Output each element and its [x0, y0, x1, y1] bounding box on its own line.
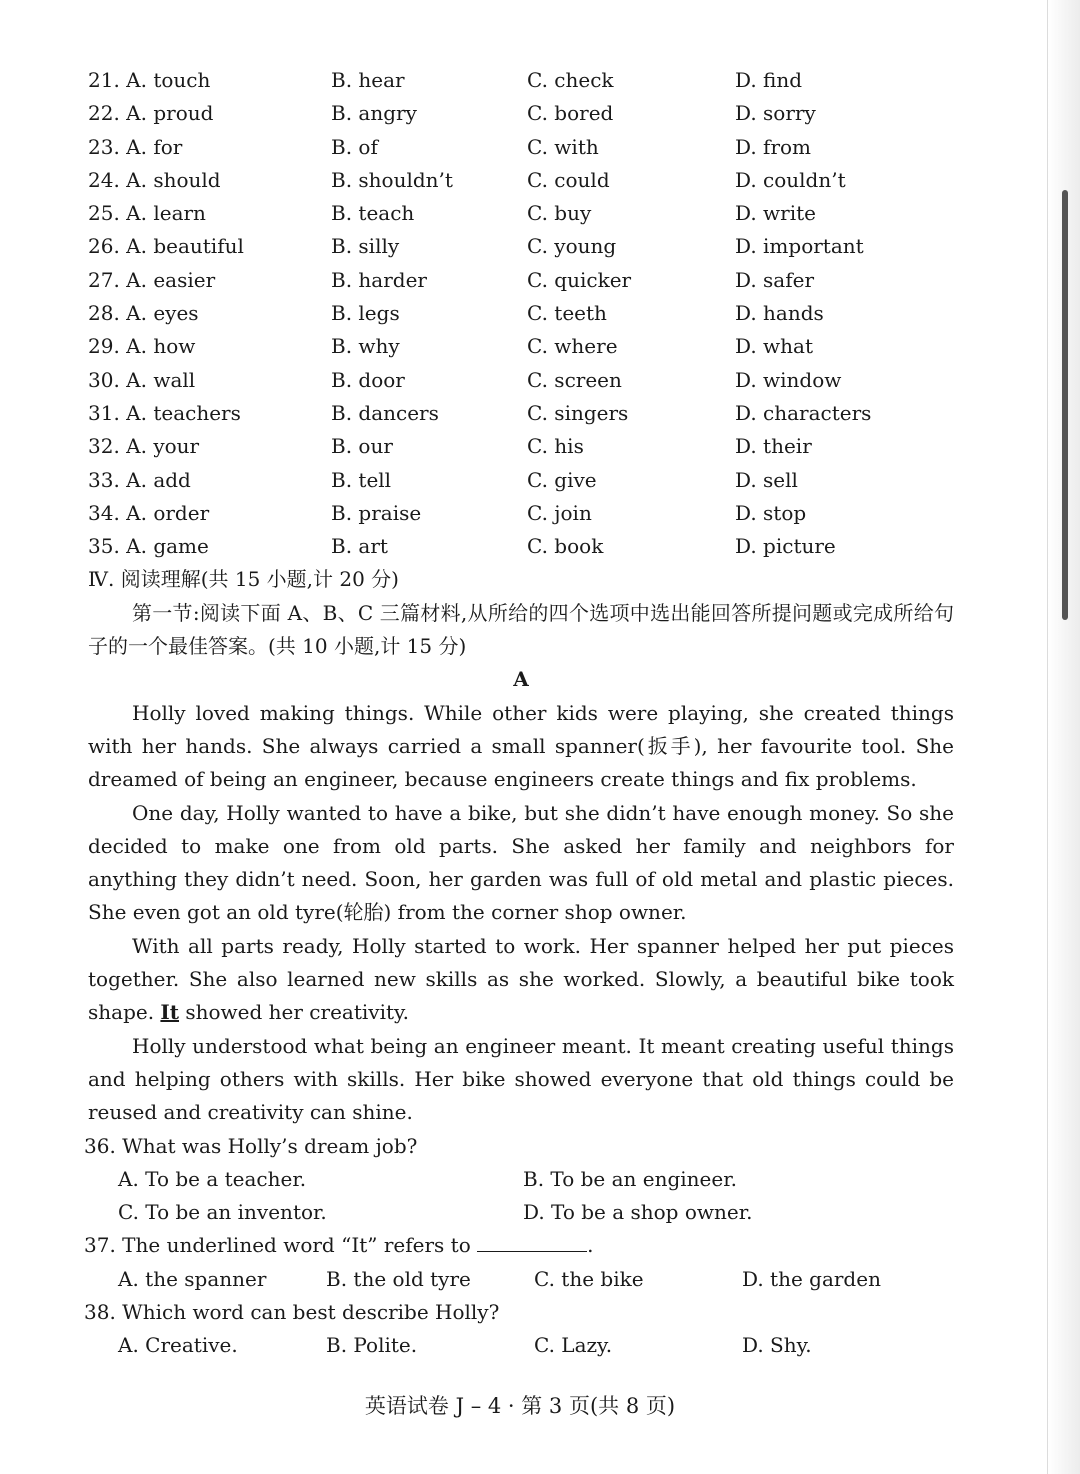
paragraph-text: showed her creativity. — [179, 1000, 409, 1025]
option-row — [88, 131, 954, 164]
option-row — [88, 497, 954, 530]
question-stem: 36. What was Holly’s dream job? — [84, 1133, 418, 1158]
option-c: C. could — [527, 167, 610, 192]
question-number: 29. — [88, 334, 120, 359]
option-text: A. how — [126, 334, 196, 359]
option-row — [88, 330, 954, 363]
option-b: B. shouldn’t — [331, 167, 453, 192]
option-a — [88, 64, 331, 97]
option-d: D. important — [735, 234, 864, 259]
option-a — [88, 297, 331, 330]
option-text: A. order — [126, 500, 210, 525]
option-d: D. sorry — [735, 101, 816, 126]
option-b: B. hear — [331, 68, 405, 92]
question-text: . — [587, 1233, 594, 1258]
option-text: A. teachers — [126, 400, 241, 425]
option-d: D. picture — [735, 534, 836, 559]
option-c: C. give — [527, 467, 597, 492]
option-b: B. art — [331, 534, 388, 559]
option-a — [88, 131, 331, 164]
option-row — [88, 464, 954, 497]
answer-blank — [477, 1231, 587, 1252]
option-row — [88, 530, 954, 563]
question-stem: 38. Which word can best describe Holly? — [84, 1299, 500, 1324]
question-number: 21. — [88, 68, 120, 92]
question-number: 24. — [88, 167, 120, 192]
question-number: 33. — [88, 467, 120, 492]
option-text: A. touch — [126, 68, 211, 92]
option-c: C. singers — [527, 400, 629, 425]
choice-a: A. Creative. — [118, 1333, 238, 1358]
option-a — [88, 264, 331, 297]
option-row — [88, 64, 954, 97]
question-number: 35. — [88, 534, 120, 559]
part-instructions: 第一节:阅读下面 A、B、C 三篇材料,从所给的四个选项中选出能回答所提问题或完成所给句子的一个最佳答案。(共 10 小题,计 15 分) — [88, 600, 954, 659]
option-a — [88, 330, 331, 363]
paragraph: Holly loved making things. While other kids were playing, she created things with her hands. She always carried a small spanner(扳手), her favourite tool. She dreamed of being an engineer, because engineers create things and fix problems. — [88, 700, 954, 792]
option-b: B. harder — [331, 267, 427, 292]
option-d: D. sell — [735, 467, 798, 492]
option-d: D. their — [735, 434, 812, 459]
section-title: Ⅳ. 阅读理解(共 15 小题,计 20 分) — [88, 567, 399, 592]
choice-d: D. the garden — [742, 1266, 881, 1291]
cloze-options — [88, 64, 954, 563]
option-row — [88, 164, 954, 197]
option-row — [88, 364, 954, 397]
question-number: 32. — [88, 434, 120, 459]
option-row — [88, 397, 954, 430]
option-row — [88, 264, 954, 297]
option-text: A. add — [126, 467, 191, 492]
option-d: D. stop — [735, 500, 807, 525]
choice-c: C. the bike — [534, 1266, 644, 1291]
paragraph: Holly understood what being an engineer meant. It meant creating useful things and helping others with skills. Her bike showed everyone that old things could be reused and creativity can shine. — [88, 1033, 954, 1125]
option-row — [88, 430, 954, 463]
choice-b: B. To be an engineer. — [523, 1166, 737, 1191]
paragraph: One day, Holly wanted to have a bike, but she didn’t have enough money. So she decided to make one from old parts. She asked her family and neighbors for anything they didn’t need. Soon, her garden was full of old metal and plastic pieces. She even got an old tyre(轮胎) from the corner shop owner. — [88, 800, 954, 925]
option-row — [88, 297, 954, 330]
option-row — [88, 230, 954, 263]
option-c: C. young — [527, 234, 617, 259]
option-b: B. angry — [331, 101, 417, 126]
choice-d: D. To be a shop owner. — [523, 1200, 753, 1225]
option-c: C. with — [527, 134, 599, 159]
option-d: D. find — [735, 68, 803, 92]
option-b: B. why — [331, 334, 400, 359]
option-text: A. proud — [126, 101, 214, 126]
option-d: D. hands — [735, 301, 824, 326]
option-a — [88, 197, 331, 230]
option-text: A. beautiful — [126, 234, 244, 259]
question-text: 37. The underlined word “It” refers to — [84, 1233, 478, 1258]
choice-a: A. To be a teacher. — [118, 1166, 307, 1191]
option-text: A. eyes — [126, 301, 199, 326]
question-choices — [118, 1163, 954, 1230]
option-a — [88, 530, 331, 563]
page-footer: 英语试卷 J – 4 · 第 3 页(共 8 页) — [364, 1394, 676, 1418]
option-text: A. wall — [126, 367, 196, 392]
option-a — [88, 397, 331, 430]
option-c: C. book — [527, 534, 604, 559]
underlined-word: It — [160, 1000, 180, 1025]
option-b: B. teach — [331, 201, 415, 226]
option-b: B. of — [331, 134, 378, 159]
option-a — [88, 364, 331, 397]
option-b: B. door — [331, 367, 405, 392]
option-b: B. dancers — [331, 400, 439, 425]
option-d: D. what — [735, 334, 813, 359]
option-d: D. write — [735, 201, 816, 226]
option-d: D. window — [735, 367, 842, 392]
option-c: C. bored — [527, 101, 614, 126]
option-text: A. should — [126, 167, 221, 192]
option-c: C. join — [527, 500, 592, 525]
option-b: B. our — [331, 434, 393, 459]
question-number: 27. — [88, 267, 120, 292]
exam-page — [84, 64, 954, 1363]
option-d: D. characters — [735, 400, 872, 425]
option-c: C. teeth — [527, 301, 607, 326]
option-c: C. his — [527, 434, 584, 459]
passage-label: A — [513, 667, 529, 692]
option-a — [88, 164, 331, 197]
question-number: 25. — [88, 201, 120, 226]
scrollbar[interactable] — [1062, 190, 1068, 620]
option-c: C. quicker — [527, 267, 632, 292]
option-row — [88, 97, 954, 130]
option-a — [88, 97, 331, 130]
option-a — [88, 464, 331, 497]
option-d: D. from — [735, 134, 812, 159]
question-number: 31. — [88, 400, 120, 425]
option-row — [88, 197, 954, 230]
option-d: D. couldn’t — [735, 167, 846, 192]
option-c: C. screen — [527, 367, 622, 392]
paragraph — [88, 930, 954, 1030]
option-b: B. tell — [331, 467, 392, 492]
choice-b: B. Polite. — [326, 1333, 418, 1358]
option-text: A. for — [126, 134, 183, 159]
option-text: A. learn — [126, 201, 206, 226]
choice-c: C. To be an inventor. — [118, 1200, 327, 1225]
choice-b: B. the old tyre — [326, 1266, 471, 1291]
choice-d: D. Shy. — [742, 1333, 812, 1358]
option-text: A. your — [126, 434, 200, 459]
question-number: 28. — [88, 301, 120, 326]
option-c: C. where — [527, 334, 618, 359]
option-b: B. legs — [331, 301, 400, 326]
question-stem — [84, 1229, 954, 1262]
option-a — [88, 497, 331, 530]
option-text: A. game — [126, 534, 209, 559]
choice-a: A. the spanner — [118, 1266, 267, 1291]
paragraph-text: With all parts ready, Holly started to work. Her spanner helped her put pieces together. She also learned new skills as she worked. Slowly, a beautiful bike took shape. — [88, 933, 954, 1025]
option-b: B. silly — [331, 234, 400, 259]
question-number: 26. — [88, 234, 120, 259]
option-b: B. praise — [331, 500, 422, 525]
option-text: A. easier — [126, 267, 216, 292]
question-number: 30. — [88, 367, 120, 392]
option-a — [88, 430, 331, 463]
question-number: 22. — [88, 101, 120, 126]
option-c: C. buy — [527, 201, 592, 226]
question-choices — [118, 1329, 954, 1362]
question-number: 23. — [88, 134, 120, 159]
choice-c: C. Lazy. — [534, 1333, 613, 1358]
question-choices — [118, 1263, 954, 1296]
question-number: 34. — [88, 500, 120, 525]
option-c: C. check — [527, 68, 614, 92]
option-d: D. safer — [735, 267, 815, 292]
option-a — [88, 230, 331, 263]
